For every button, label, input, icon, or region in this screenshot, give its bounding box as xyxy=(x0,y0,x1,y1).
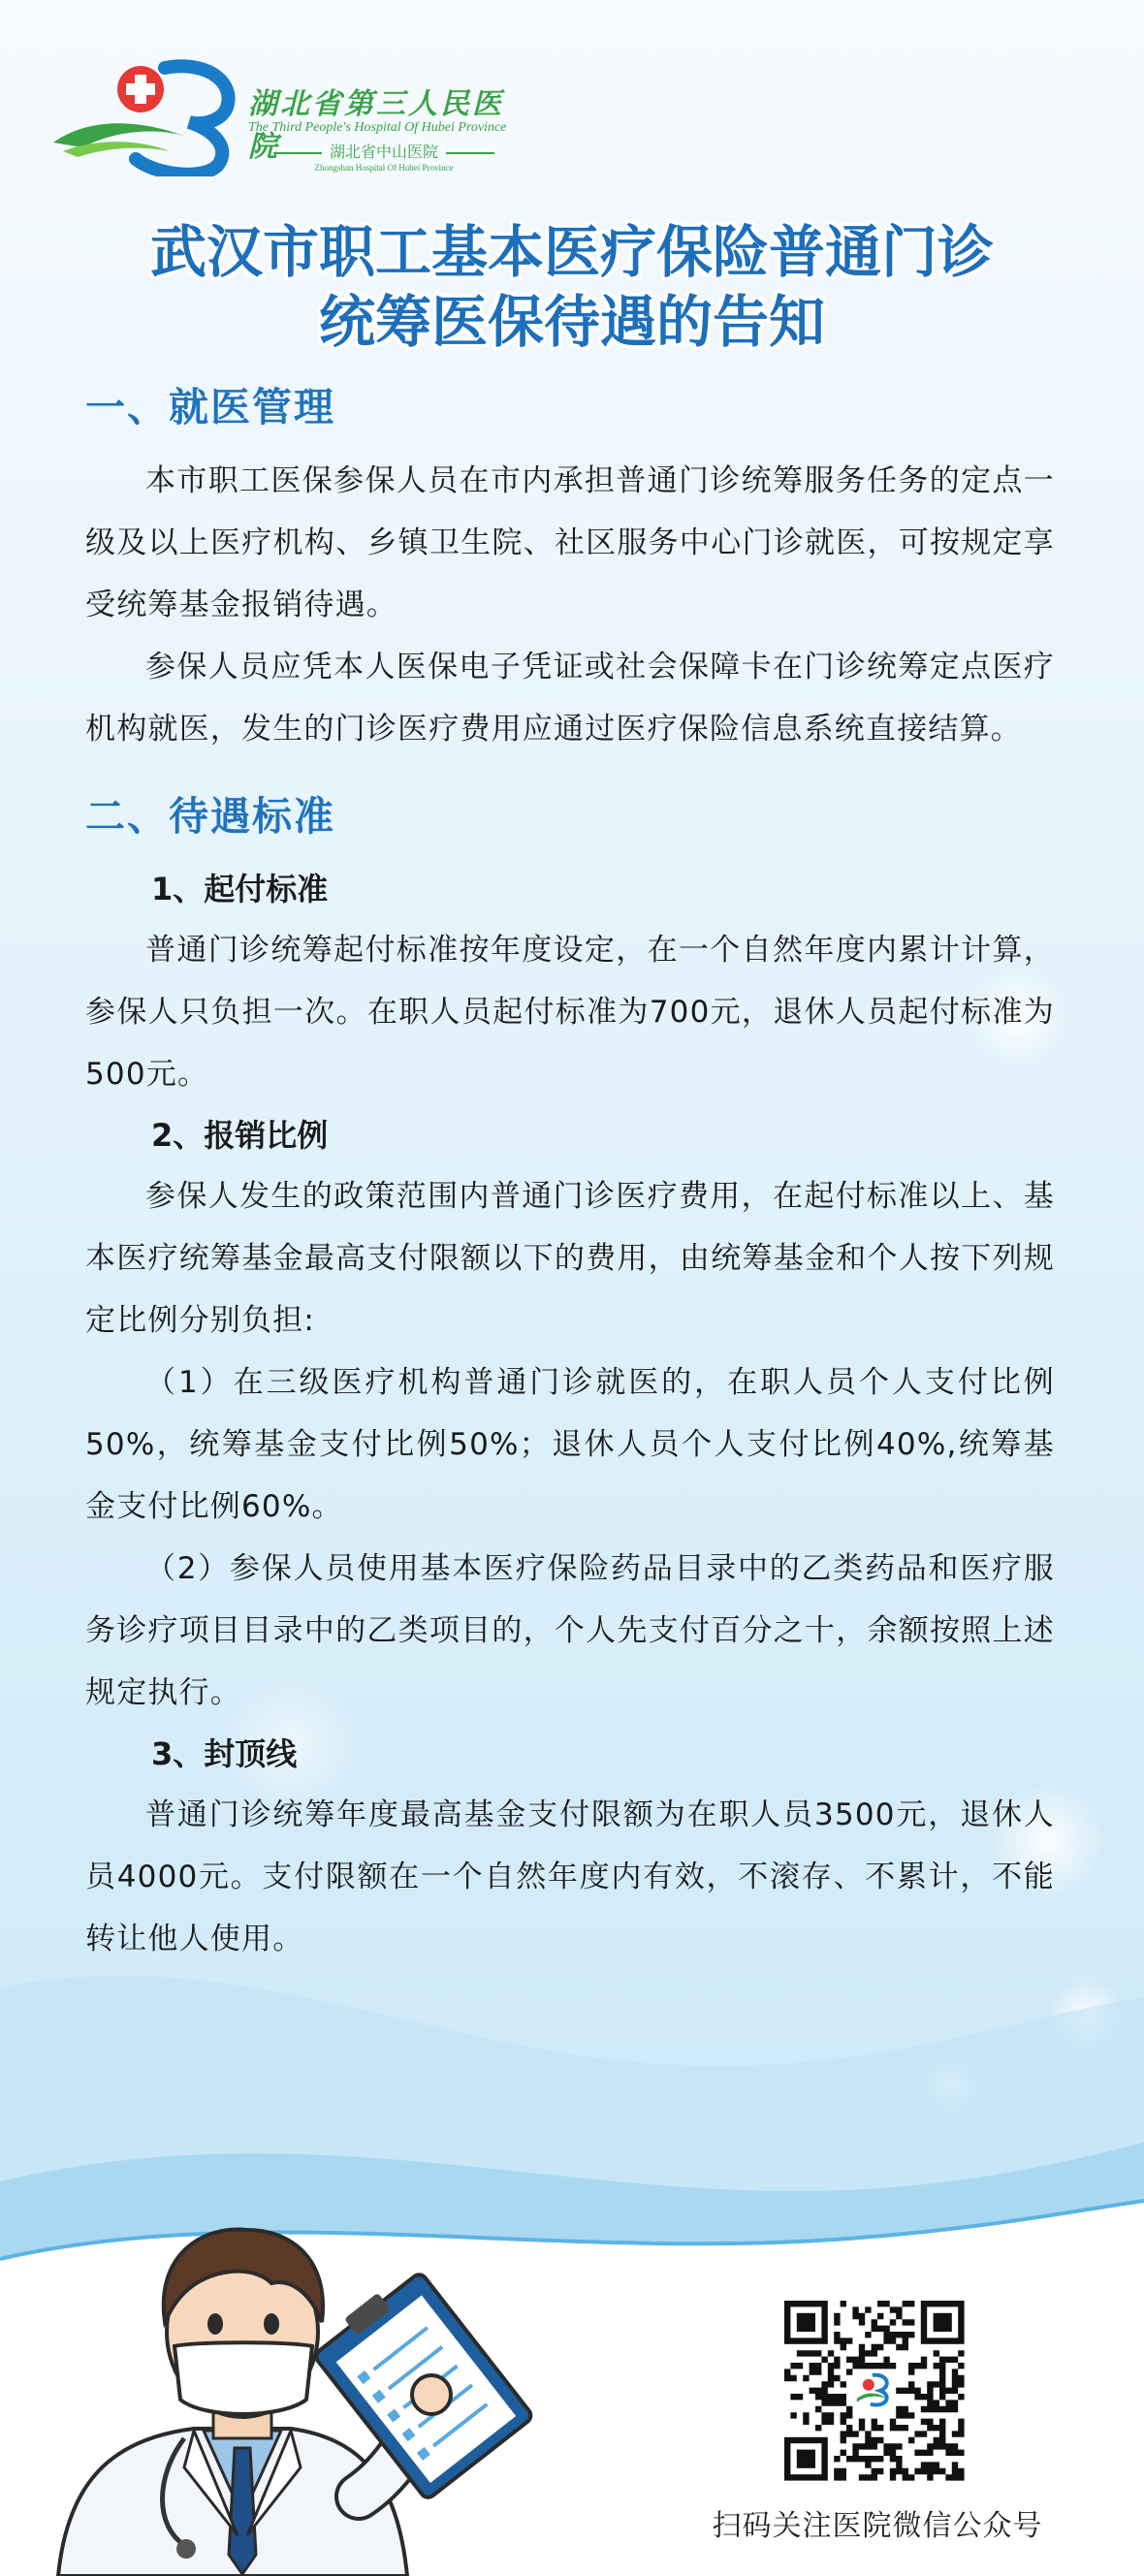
paragraph: 参保人员应凭本人医保电子凭证或社会保障卡在门诊统筹定点医疗机构就医，发生的门诊医疗费用应通过医疗保险信息系统直接结算。 xyxy=(85,650,1055,747)
paragraph: 普通门诊统筹年度最高基金支付限额为在职人员3500元，退休人员4000元。支付限额在一个自然年度内有效，不滚存、不累计，不能转让他人使用。 xyxy=(85,1797,1055,1956)
hospital-cross-icon xyxy=(48,50,242,176)
paragraph: 普通门诊统筹起付标准按年度设定，在一个自然年度内累计计算，参保人只负担一次。在职人员起付标准为700元，退休人员起付标准为500元。 xyxy=(85,933,1055,1092)
section-heading: 二、待遇标准 xyxy=(85,793,335,840)
qr-code[interactable] xyxy=(775,2291,974,2491)
logo-alt-name-cn: 湖北省中山医院 xyxy=(248,140,520,162)
subsection-heading: 2、报销比例 xyxy=(151,1117,329,1154)
logo-name-cn: 湖北省第三人民医院 xyxy=(248,87,504,164)
paragraph: 参保人发生的政策范围内普通门诊医疗费用，在起付标准以上、基本医疗统筹基金最高支付限额以下的费用，由统筹基金和个人按下列规定比例分别负担: xyxy=(85,1179,1055,1338)
notice-body xyxy=(85,378,1055,1970)
qr-caption: 扫码关注医院微信公众号 xyxy=(712,2509,1043,2543)
paragraph: 本市职工医保参保人员在市内承担普通门诊统筹服务任务的定点一级及以上医疗机构、乡镇卫生院、社区服务中心门诊就医，可按规定享受统筹基金报销待遇。 xyxy=(85,463,1055,622)
section-heading: 一、就医管理 xyxy=(85,384,335,430)
subsection-heading: 1、起付标准 xyxy=(151,871,329,907)
logo-alt-name-en: Zhongshan Hospital Of Hubei Province xyxy=(314,163,454,173)
subsection-heading: 3、封顶线 xyxy=(151,1735,298,1772)
paragraph: （1）在三级医疗机构普通门诊就医的，在职人员个人支付比例50%，统筹基金支付比例50%；退休人员个人支付比例40%,统筹基金支付比例60%。 xyxy=(85,1365,1055,1524)
hospital-logo xyxy=(48,50,533,176)
paragraph: （2）参保人员使用基本医疗保险药品目录中的乙类药品和医疗服务诊疗项目目录中的乙类项目的，个人先支付百分之十，余额按照上述规定执行。 xyxy=(85,1551,1055,1710)
doctor-illustration xyxy=(39,2147,543,2576)
logo-name-en: The Third People's Hospital Of Hubei Province xyxy=(248,120,507,135)
page-title-line2: 统筹医保待遇的告知 xyxy=(318,289,825,355)
qr-code-icon xyxy=(775,2291,974,2491)
page-title-line1: 武汉市职工基本医疗保险普通门诊 xyxy=(149,219,994,285)
